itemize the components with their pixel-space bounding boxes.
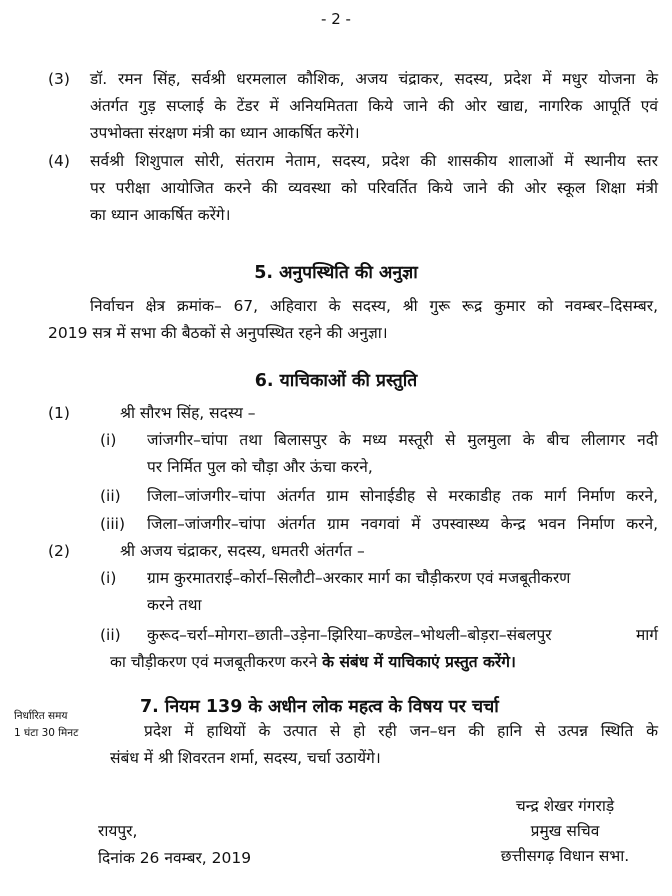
item-4-line-1: सर्वश्री शिशुपाल सोरी, संतराम नेताम, सदस्य, प्रदेश की शासकीय शालाओं में स्थानीय स्तर	[90, 152, 658, 170]
signature-block	[460, 794, 670, 869]
petition-1-sub-1-line-2: पर निर्मित पुल को चौड़ा और ऊंचा करने,	[147, 458, 373, 476]
petition-2-sub-2-line-1: कुरूद–चर्रा–मोगरा–छाती–उड़ेना–झिरिया–कण्डेल–भोथली–बोड़रा–संबलपुर मार्ग	[147, 626, 658, 644]
page-number: - 2 -	[321, 10, 351, 28]
petition-1-sub-2-text	[147, 483, 658, 510]
petition-1-sub-3-number: (iii)	[100, 515, 126, 533]
petition-1-intro: श्री सौरभ सिंह, सदस्य –	[120, 404, 256, 422]
petition-2-sub-2-number: (ii)	[100, 626, 121, 644]
petition-1-sub-2-number: (ii)	[100, 487, 121, 505]
item-4-text	[90, 148, 658, 229]
petition-2-sub-1-number: (i)	[100, 569, 117, 587]
petition-1-sub-1-line-1: जांजगीर–चांपा तथा बिलासपुर के मध्य मस्तूरी से मुलमुला के बीच लीलागर नदी	[147, 431, 658, 449]
section-7-line-1: प्रदेश में हाथियों के उत्पात से हो रही जन–धन की हानि से उत्पन्न स्थिति के	[144, 722, 658, 740]
petition-1-sub-1-number: (i)	[100, 431, 117, 449]
item-3-line-3: उपभोक्ता संरक्षण मंत्री का ध्यान आकर्षित करेंगे।	[90, 124, 360, 142]
section-5-line-1: निर्वाचन क्षेत्र क्रमांक– 67, अहिवारा के सदस्य, श्री गुरू रूद्र कुमार को नवम्बर–दिसम्बर,	[90, 297, 658, 315]
petition-2-sub-2-line-2	[110, 649, 658, 676]
signatory-name: चन्द्र शेखर गंगराड़े	[515, 797, 615, 815]
time-allotted-value: 1 घंटा 30 मिनट	[14, 727, 79, 739]
signatory-office: छत्तीसगढ़ विधान सभा.	[500, 847, 630, 865]
petition-2-intro: श्री अजय चंद्राकर, सदस्य, धमतरी अंतर्गत –	[120, 542, 365, 560]
petition-2-sub-2-line-2-normal: का चौड़ीकरण एवं मजबूतीकरण करने	[110, 653, 318, 671]
section-5-text	[48, 293, 658, 347]
section-7-heading: 7. नियम 139 के अधीन लोक महत्व के विषय पर चर्चा	[140, 697, 499, 717]
petition-1-number: (1)	[48, 404, 70, 422]
petition-2-number: (2)	[48, 542, 70, 560]
item-4-line-2: पर परीक्षा आयोजित करने की व्यवस्था को परिवर्तित किये जाने की ओर स्कूल शिक्षा मंत्री	[90, 179, 658, 197]
petition-2-sub-1-line-1: ग्राम कुरमातराई–कोर्रा–सिलौटी–अरकार मार्ग का चौड़ीकरण एवं मजबूतीकरण	[147, 569, 571, 587]
date: दिनांक 26 नवम्बर, 2019	[98, 849, 252, 867]
petition-2-sub-1-line-2: करने तथा	[147, 596, 202, 614]
item-3-text	[90, 66, 658, 147]
petition-2-sub-2-text	[147, 622, 658, 649]
place: रायपुर,	[98, 822, 138, 840]
section-7-text	[110, 718, 658, 772]
section-7-line-2: संबंध में श्री शिवरतन शर्मा, सदस्य, चर्चा उठायेंगे।	[110, 749, 381, 767]
petition-2-sub-2-line-2-bold: के संबंध में याचिकाएं प्रस्तुत करेंगे।	[322, 653, 516, 671]
time-allotted-note	[14, 708, 78, 742]
section-5-heading: 5. अनुपस्थिति की अनुज्ञा	[254, 263, 418, 283]
time-allotted-label: निर्धारित समय	[14, 710, 68, 722]
petition-1-sub-2-line-1: जिला–जांजगीर–चांपा अंतर्गत ग्राम सोनाईडीह से मरकाडीह तक मार्ग निर्माण करने,	[147, 487, 658, 505]
petition-2-sub-1-text	[147, 565, 658, 619]
signatory-designation: प्रमुख सचिव	[530, 822, 600, 840]
item-3-line-1: डॉ. रमन सिंह, सर्वश्री धरमलाल कौशिक, अजय चंद्राकर, सदस्य, प्रदेश में मधुर योजना के	[90, 70, 658, 88]
item-3-line-2: अंतर्गत गुड़ सप्लाई के टेंडर में अनियमितता किये जाने की ओर खाद्य, नागरिक आपूर्ति एवं	[90, 97, 658, 115]
item-3-number: (3)	[48, 70, 70, 88]
petition-1-sub-3-line-1: जिला–जांजगीर–चांपा अंतर्गत ग्राम नवगवां में उपस्वास्थ्य केन्द्र भवन निर्माण करने,	[147, 515, 658, 533]
item-4-number: (4)	[48, 152, 70, 170]
section-5-line-2: 2019 सत्र में सभा की बैठकों से अनुपस्थित रहने की अनुज्ञा।	[48, 324, 388, 342]
petition-1-sub-1-text	[147, 427, 658, 481]
petition-1-sub-3-text	[147, 511, 658, 538]
section-6-heading: 6. याचिकाओं की प्रस्तुति	[254, 371, 418, 391]
item-4-line-3: का ध्यान आकर्षित करेंगे।	[90, 206, 231, 224]
